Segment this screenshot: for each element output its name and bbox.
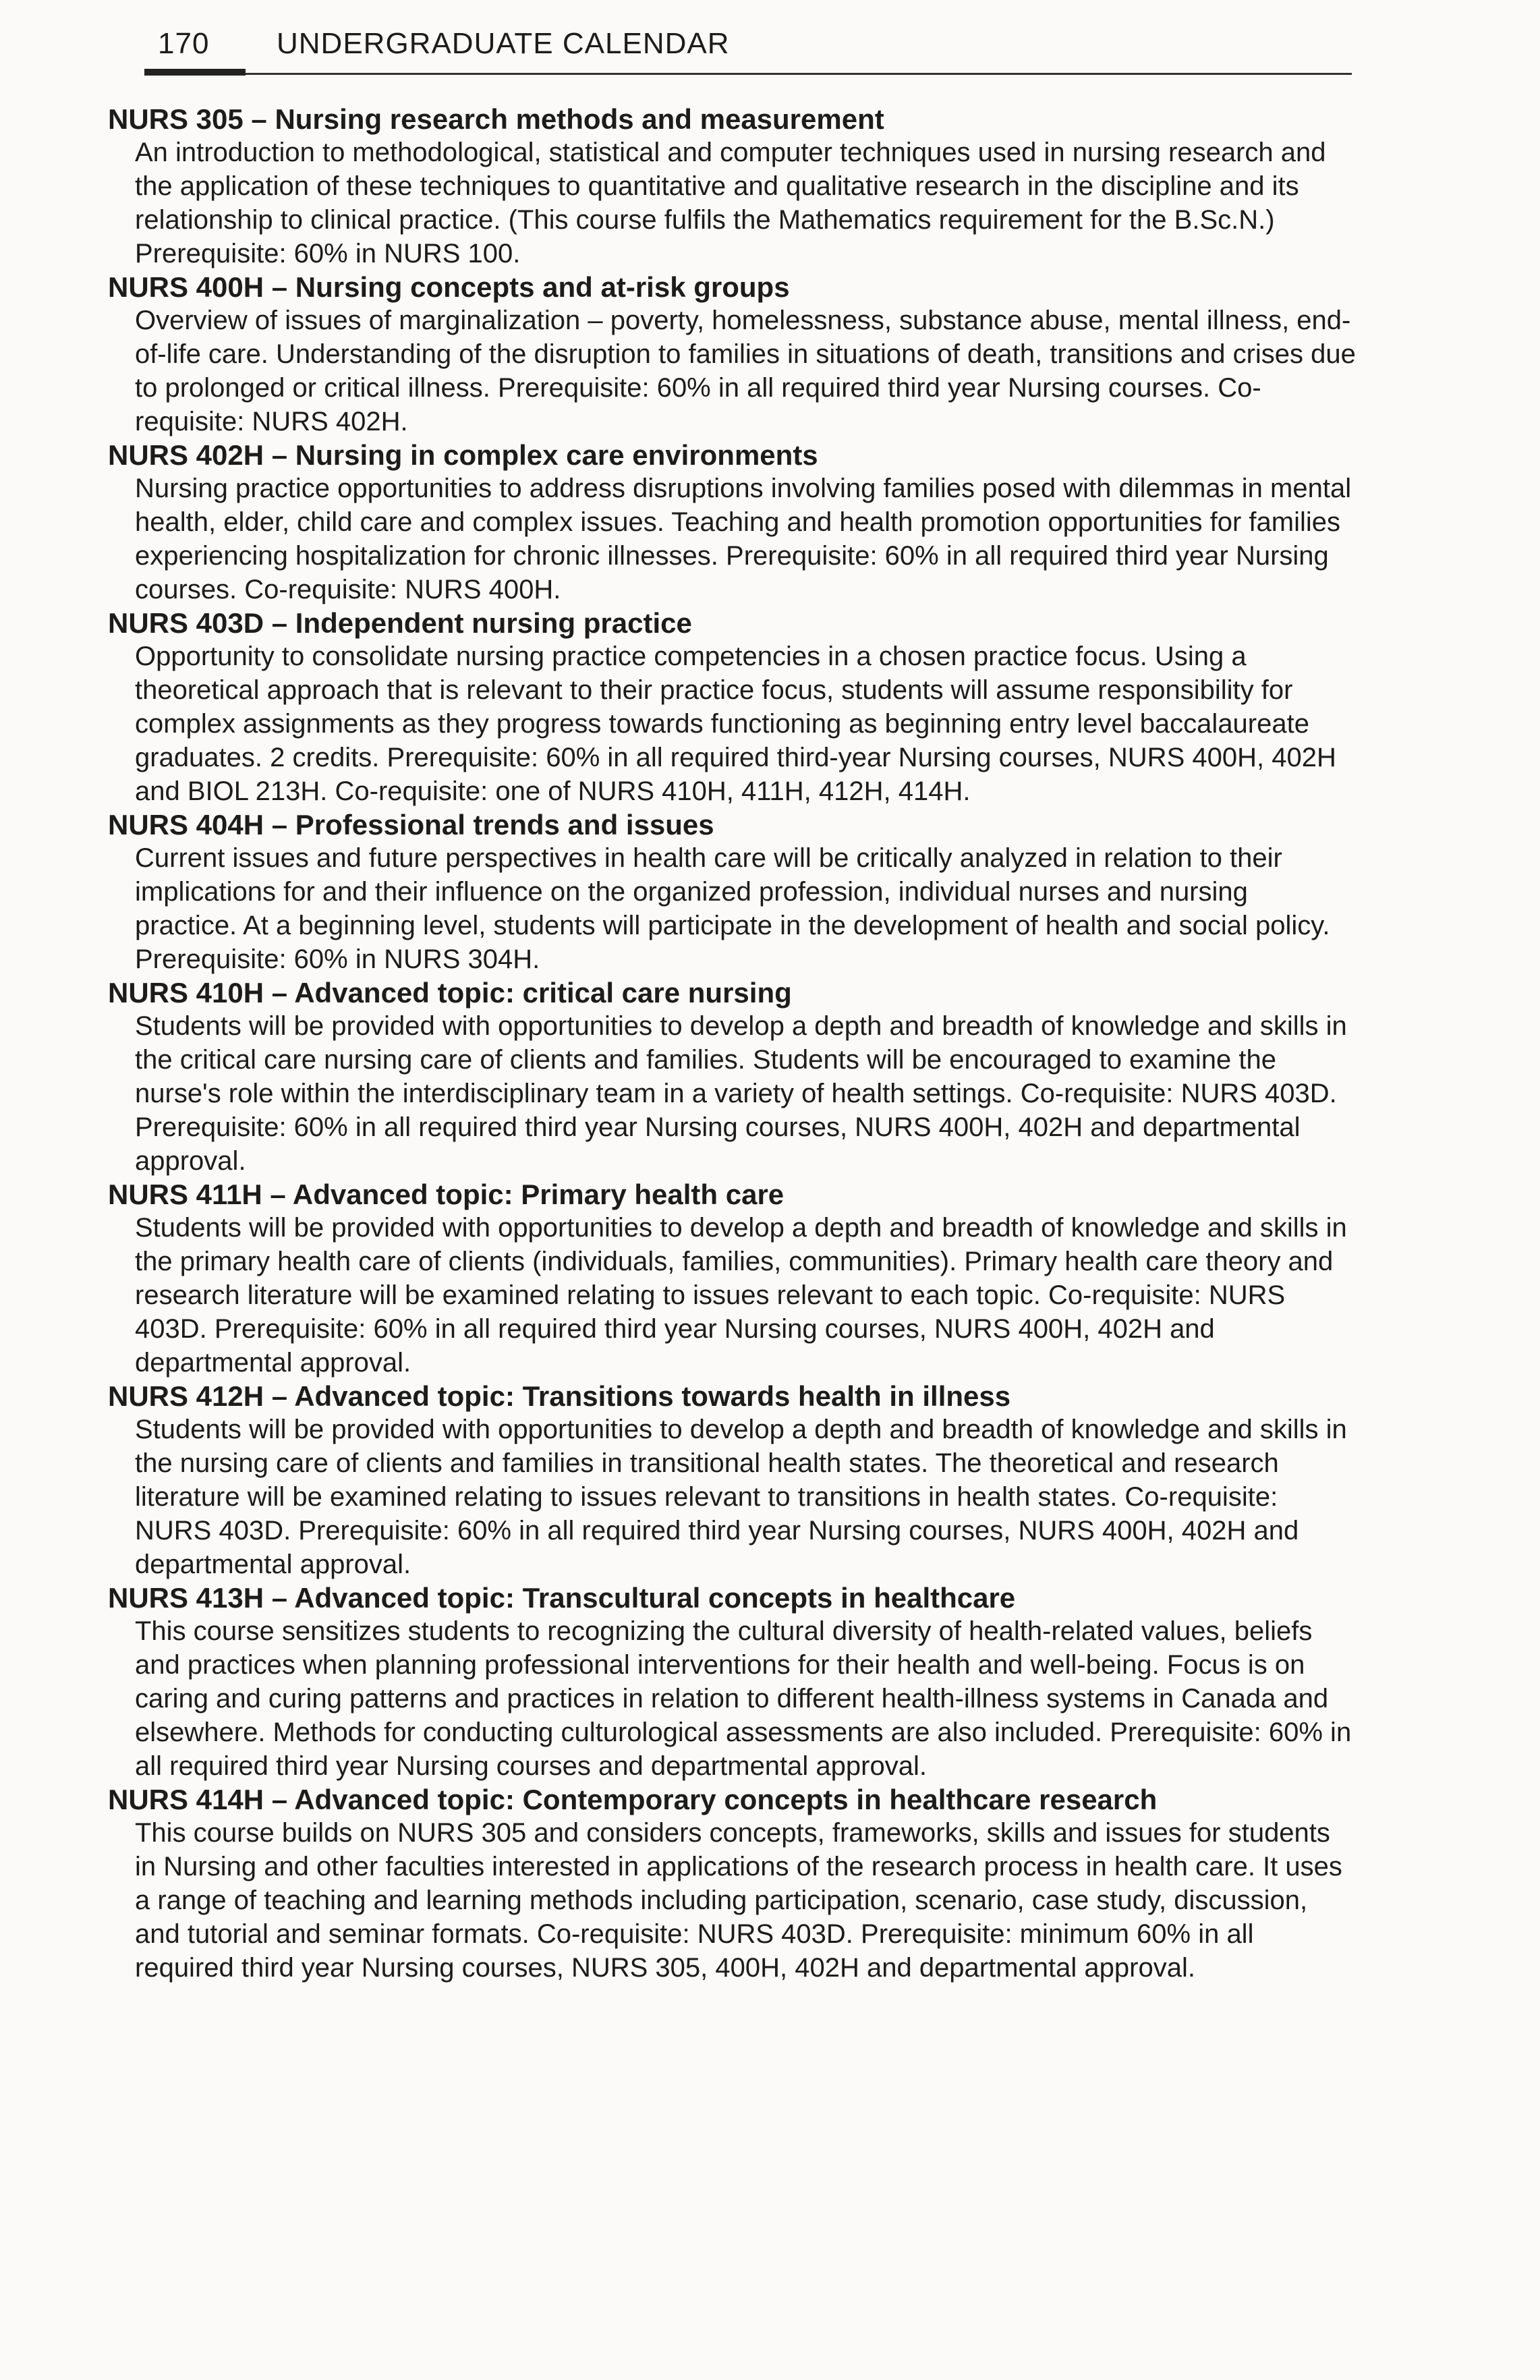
course-entry — [108, 1783, 1356, 1985]
course-entry — [108, 976, 1356, 1178]
course-description: Current issues and future perspectives in health care will be critically analyzed in relation to their implications for and their influence on the organized profession, individual nurses and nursing practice. At a beginning level, students will participate in the development of health and social policy. Prerequisite: 60% in NURS 304H. — [135, 843, 1330, 974]
page-number: 170 — [158, 27, 210, 60]
course-entry — [108, 606, 1356, 808]
header-rule-accent — [144, 69, 246, 76]
course-entry — [108, 808, 1356, 976]
course-title: NURS 402H – Nursing in complex care environments — [108, 439, 818, 471]
course-description: An introduction to methodological, statistical and computer techniques used in nursing research and the application of these techniques to quantitative and qualitative research in the discipline and its relationship to clinical practice. (This course fulfils the Mathematics requirement for the B.Sc.N.) Prerequisite: 60% in NURS 100. — [135, 138, 1326, 268]
course-description: Students will be provided with opportunities to develop a depth and breadth of knowledge and skills in the critical care nursing care of clients and families. Students will be encouraged to examine the nurse's role within the interdisciplinary team in a variety of health settings. Co-requisite: NURS 403D. Prerequisite: 60% in all required third year Nursing courses, NURS 400H, 402H and departmental approval. — [135, 1011, 1347, 1176]
course-description: Students will be provided with opportunities to develop a depth and breadth of knowledge and skills in the primary health care of clients (individuals, families, communities). Primary health care theory and research literature will be examined relating to issues relevant to each topic. Co-requisite: NURS 403D. Prerequisite: 60% in all required third year Nursing courses, NURS 400H, 402H and departmental approval. — [135, 1213, 1347, 1378]
course-title: NURS 403D – Independent nursing practice — [108, 607, 692, 639]
course-entry — [108, 438, 1356, 606]
course-description: This course sensitizes students to recognizing the cultural diversity of health-related values, beliefs and practices when planning professional interventions for their health and well-being. Focus is on caring and curing patterns and practices in relation to different health-illness systems in Canada and elsewhere. Methods for conducting culturological assessments are also included. Prerequisite: 60% in all required third year Nursing courses and departmental approval. — [135, 1616, 1352, 1781]
course-title: NURS 412H – Advanced topic: Transitions towards health in illness — [108, 1380, 1011, 1412]
course-title: NURS 305 – Nursing research methods and measurement — [108, 103, 884, 135]
course-entry — [108, 1178, 1356, 1380]
course-description: This course builds on NURS 305 and considers concepts, frameworks, skills and issues for students in Nursing and other faculties interested in applications of the research process in health care. It uses a range of teaching and learning methods including participation, scenario, case study, discussion, and tutorial and seminar formats. Co-requisite: NURS 403D. Prerequisite: minimum 60% in all required third year Nursing courses, NURS 305, 400H, 402H and departmental approval. — [135, 1818, 1342, 1983]
course-entry — [108, 1581, 1356, 1783]
course-title: NURS 413H – Advanced topic: Transcultural concepts in healthcare — [108, 1582, 1016, 1614]
course-description: Overview of issues of marginalization – poverty, homelessness, substance abuse, mental illness, end-of-life care. Understanding of the disruption to families in situations of death, transitions and crises due to prolonged or critical illness. Prerequisite: 60% in all required third year Nursing courses. Co-requisite: NURS 402H. — [135, 306, 1356, 436]
course-title: NURS 400H – Nursing concepts and at-risk groups — [108, 271, 790, 303]
course-description: Nursing practice opportunities to address disruptions involving families posed with dilemmas in mental health, elder, child care and complex issues. Teaching and health promotion opportunities for families experiencing hospitalization for chronic illnesses. Prerequisite: 60% in all required third year Nursing courses. Co-requisite: NURS 400H. — [135, 474, 1352, 604]
header-rule — [144, 73, 1352, 75]
course-description: Opportunity to consolidate nursing practice competencies in a chosen practice focus. Using a theoretical approach that is relevant to their practice focus, students will assume responsibility for complex assignments as they progress towards functioning as beginning entry level baccalaureate graduates. 2 credits. Prerequisite: 60% in all required third-year Nursing courses, NURS 400H, 402H and BIOL 213H. Co-requisite: one of NURS 410H, 411H, 412H, 414H. — [135, 642, 1336, 806]
course-entry — [108, 103, 1356, 271]
course-list — [108, 103, 1356, 1985]
running-title: UNDERGRADUATE CALENDAR — [277, 27, 730, 60]
course-title: NURS 414H – Advanced topic: Contemporary concepts in healthcare research — [108, 1784, 1158, 1815]
course-entry — [108, 271, 1356, 438]
course-title: NURS 410H – Advanced topic: critical care nursing — [108, 977, 792, 1009]
page-header — [144, 24, 1352, 72]
course-description: Students will be provided with opportunities to develop a depth and breadth of knowledge and skills in the nursing care of clients and families in transitional health states. The theoretical and research literature will be examined relating to issues relevant to transitions in health states. Co-requisite: NURS 403D. Prerequisite: 60% in all required third year Nursing courses, NURS 400H, 402H and departmental approval. — [135, 1415, 1347, 1579]
course-title: NURS 411H – Advanced topic: Primary health care — [108, 1179, 785, 1210]
course-title: NURS 404H – Professional trends and issues — [108, 809, 714, 841]
course-entry — [108, 1380, 1356, 1581]
